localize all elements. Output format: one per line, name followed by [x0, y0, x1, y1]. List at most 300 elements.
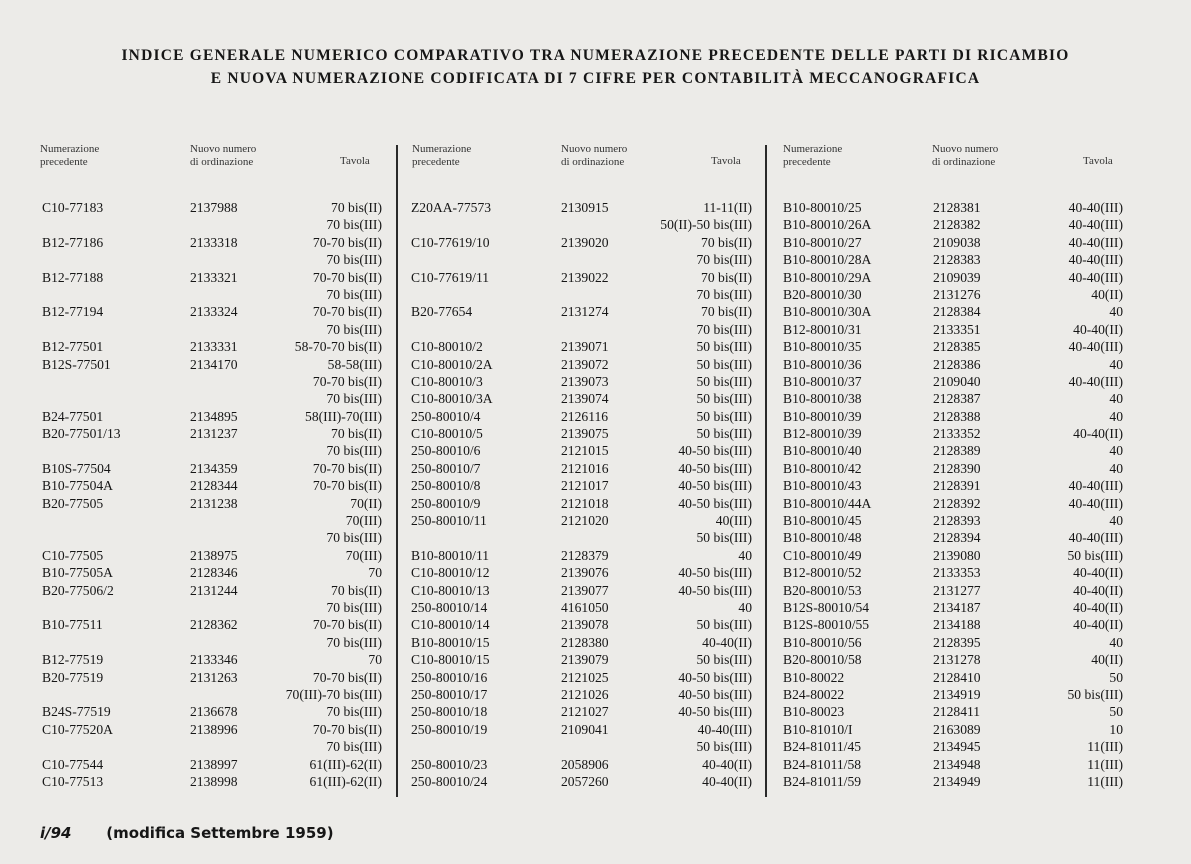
previous-number: B12-77186: [42, 234, 104, 250]
new-order-number: 2128344: [190, 478, 238, 494]
table-row: [42, 216, 382, 233]
tavola: 40: [1109, 408, 1123, 424]
new-order-number: 2139073: [561, 373, 609, 389]
new-order-number: 2128389: [933, 443, 981, 459]
previous-number: B10-80010/27: [783, 234, 862, 250]
previous-number: C10-77520A: [42, 721, 113, 737]
tavola: 70 bis(III): [326, 252, 382, 268]
new-order-number: 2128388: [933, 408, 981, 424]
table-row: [411, 251, 752, 268]
tavola: 70(III): [345, 513, 382, 529]
new-order-number: 4161050: [561, 599, 609, 615]
previous-number: B10-80010/25: [783, 200, 862, 215]
new-order-number: 2128395: [933, 634, 981, 650]
table-row: [411, 547, 752, 564]
header-new-line1: Nuovo numero: [190, 143, 257, 155]
table-row: [783, 425, 1123, 442]
tavola: 70-70 bis(II): [312, 460, 382, 476]
table-row: [42, 495, 382, 512]
table-row: [783, 495, 1123, 512]
table-row: [42, 756, 382, 773]
previous-number: B12-77519: [42, 652, 104, 668]
previous-number: C10-80010/13: [411, 582, 490, 598]
table-row: [42, 564, 382, 581]
table-row: [411, 686, 752, 703]
previous-number: B12-77194: [42, 304, 104, 320]
new-order-number: 2058906: [561, 756, 609, 772]
table-row: [783, 460, 1123, 477]
header-prev-line1: Numerazione: [40, 143, 100, 155]
new-order-number: 2134170: [190, 356, 238, 372]
new-order-number: 2128384: [933, 304, 981, 320]
previous-number: B10-81010/I: [783, 721, 853, 737]
header-new-line2: di ordinazione: [932, 155, 996, 168]
table-row: [783, 199, 1123, 216]
tavola: 61(III)-62(II): [309, 756, 382, 772]
new-order-number: 2128381: [933, 200, 981, 215]
table-row: [42, 234, 382, 251]
previous-number: C10-80010/3A: [411, 391, 493, 407]
table-row: [411, 460, 752, 477]
table-row: [783, 634, 1123, 651]
new-order-number: 2134895: [190, 408, 238, 424]
tavola: 50 bis(III): [696, 530, 752, 546]
new-order-number: 2128346: [190, 565, 238, 581]
new-order-number: 2131276: [933, 286, 981, 302]
table-row: [783, 356, 1123, 373]
table-row: [42, 634, 382, 651]
table-row: [42, 686, 382, 703]
previous-number: 250-80010/23: [411, 756, 488, 772]
tavola: 50: [1109, 669, 1123, 685]
table-row: [783, 529, 1123, 546]
tavola: 70 bis(III): [326, 443, 382, 459]
tavola: 50 bis(III): [696, 339, 752, 355]
previous-number: Z20AA-77573: [411, 200, 492, 215]
tavola: 70 bis(III): [326, 530, 382, 546]
tavola: 61(III)-62(II): [309, 773, 382, 789]
new-order-number: 2139078: [561, 617, 609, 633]
tavola: 10: [1109, 721, 1123, 737]
table-row: [783, 321, 1123, 338]
header-prev-line1: Numerazione: [783, 143, 843, 155]
tavola: 70 bis(III): [696, 286, 752, 302]
new-order-number: 2139080: [933, 547, 981, 563]
tavola: 70 bis(III): [326, 704, 382, 720]
new-order-number: 2134187: [933, 599, 981, 615]
tavola: 11-11(II): [703, 200, 752, 215]
new-order-number: 2136678: [190, 704, 238, 720]
header-prev: [783, 143, 842, 168]
table-row: [42, 477, 382, 494]
table-row: [42, 529, 382, 546]
new-order-number: 2128390: [933, 460, 981, 476]
tavola: 58-58(III): [327, 356, 382, 372]
new-order-number: 2128386: [933, 356, 981, 372]
previous-number: B24-81011/59: [783, 773, 862, 789]
table-row: [783, 303, 1123, 320]
new-order-number: 2131238: [190, 495, 238, 511]
new-order-number: 2131244: [190, 582, 238, 598]
new-order-number: 2109039: [933, 269, 981, 285]
table-row: [783, 738, 1123, 755]
previous-number: B10-80010/42: [783, 460, 862, 476]
table-row: [411, 564, 752, 581]
new-order-number: 2128380: [561, 634, 609, 650]
new-order-number: 2139075: [561, 426, 609, 442]
table-row: [42, 251, 382, 268]
table-row: [42, 408, 382, 425]
new-order-number: 2134949: [933, 773, 981, 789]
table-row: [411, 477, 752, 494]
previous-number: B12S-80010/54: [783, 599, 870, 615]
tavola: 40-40(III): [1068, 373, 1123, 389]
previous-number: 250-80010/16: [411, 669, 488, 685]
table-row: [42, 721, 382, 738]
previous-number: B10-80010/40: [783, 443, 862, 459]
new-order-number: 2133324: [190, 304, 238, 320]
table-row: [783, 442, 1123, 459]
parts-column-3: [783, 199, 1123, 790]
previous-number: B24-81011/45: [783, 739, 862, 755]
previous-number: B10-80010/35: [783, 339, 862, 355]
header-prev: [412, 143, 471, 168]
tavola: 40-50 bis(III): [678, 460, 752, 476]
previous-number: B10-80010/11: [411, 547, 490, 563]
table-row: [411, 773, 752, 790]
tavola: 40-50 bis(III): [678, 478, 752, 494]
new-order-number: 2133321: [190, 269, 238, 285]
tavola: 11(III): [1087, 773, 1123, 789]
tavola: 40-40(II): [702, 634, 752, 650]
previous-number: B24-77501: [42, 408, 104, 424]
tavola: 50 bis(III): [696, 617, 752, 633]
table-row: [411, 373, 752, 390]
previous-number: B20-77654: [411, 304, 473, 320]
table-row: [42, 616, 382, 633]
table-row: [411, 703, 752, 720]
table-row: [411, 599, 752, 616]
tavola: 11(III): [1087, 739, 1123, 755]
tavola: 40-50 bis(III): [678, 443, 752, 459]
table-row: [783, 582, 1123, 599]
tavola: 40: [1109, 443, 1123, 459]
previous-number: B20-77501/13: [42, 426, 121, 442]
new-order-number: 2109041: [561, 721, 609, 737]
new-order-number: 2133331: [190, 339, 238, 355]
new-order-number: 2133318: [190, 234, 238, 250]
new-order-number: 2134359: [190, 460, 238, 476]
tavola: 70-70 bis(II): [312, 669, 382, 685]
header-tav: Tavola: [711, 155, 741, 167]
table-row: [411, 303, 752, 320]
page-title-line-2: E NUOVA NUMERAZIONE CODIFICATA DI 7 CIFRE PER CONTABILITÀ MECCANOGRAFICA: [210, 70, 981, 87]
table-row: [411, 234, 752, 251]
revision-note: (modifica Settembre 1959): [106, 824, 334, 842]
previous-number: 250-80010/7: [411, 460, 481, 476]
table-row: [411, 582, 752, 599]
table-row: [42, 356, 382, 373]
table-row: [783, 756, 1123, 773]
previous-number: B12-80010/52: [783, 565, 862, 581]
new-order-number: 2131277: [933, 582, 981, 598]
new-order-number: 2134945: [933, 739, 981, 755]
tavola: 40-40(III): [1068, 478, 1123, 494]
tavola: 40-40(II): [1073, 426, 1123, 442]
tavola: 70 bis(III): [326, 391, 382, 407]
table-row: [411, 616, 752, 633]
table-row: [411, 321, 752, 338]
new-order-number: 2139072: [561, 356, 609, 372]
table-row: [783, 216, 1123, 233]
table-row: [783, 512, 1123, 529]
new-order-number: 2128383: [933, 252, 981, 268]
previous-number: B24-81011/58: [783, 756, 862, 772]
table-row: [783, 390, 1123, 407]
previous-number: B10-80010/48: [783, 530, 862, 546]
header-prev-line2: precedente: [783, 155, 831, 168]
tavola: 50 bis(III): [1067, 547, 1123, 563]
table-row: [411, 634, 752, 651]
previous-number: B10-80010/44A: [783, 495, 872, 511]
tavola: 40-40(III): [1068, 217, 1123, 233]
previous-number: B10-80010/39: [783, 408, 862, 424]
table-row: [783, 477, 1123, 494]
tavola: 40-40(II): [702, 756, 752, 772]
new-order-number: 2121015: [561, 443, 609, 459]
table-row: [42, 460, 382, 477]
previous-number: B20-80010/53: [783, 582, 862, 598]
table-row: [783, 773, 1123, 790]
previous-number: C10-80010/2: [411, 339, 483, 355]
tavola: 40-40(II): [1073, 321, 1123, 337]
tavola: 40-40(III): [1068, 269, 1123, 285]
table-row: [42, 269, 382, 286]
parts-column-1: [42, 199, 382, 790]
parts-column-2: [411, 199, 752, 790]
table-row: [411, 738, 752, 755]
column-divider: [396, 145, 398, 797]
tavola: 40-40(III): [1068, 495, 1123, 511]
table-row: [783, 269, 1123, 286]
table-row: [411, 286, 752, 303]
previous-number: C10-80010/14: [411, 617, 490, 633]
new-order-number: 2128391: [933, 478, 981, 494]
tavola: 70 bis(III): [326, 634, 382, 650]
new-order-number: 2130915: [561, 200, 609, 215]
table-row: [42, 582, 382, 599]
tavola: 50 bis(III): [696, 739, 752, 755]
tavola: 50 bis(III): [696, 426, 752, 442]
previous-number: C10-77619/11: [411, 269, 490, 285]
table-row: [783, 408, 1123, 425]
header-new: [190, 143, 256, 168]
tavola: 40-50 bis(III): [678, 669, 752, 685]
new-order-number: 2131278: [933, 652, 981, 668]
header-prev-line1: Numerazione: [412, 143, 472, 155]
page-footer: [40, 824, 334, 842]
new-order-number: 2163089: [933, 721, 981, 737]
tavola: 50 bis(III): [1067, 686, 1123, 702]
tavola: 70-70 bis(II): [312, 721, 382, 737]
new-order-number: 2128393: [933, 513, 981, 529]
tavola: 40-40(III): [1068, 339, 1123, 355]
tavola: 40(II): [1091, 286, 1123, 302]
table-row: [783, 669, 1123, 686]
new-order-number: 2138975: [190, 547, 238, 563]
tavola: 70(III): [345, 547, 382, 563]
tavola: 11(III): [1087, 756, 1123, 772]
table-row: [42, 599, 382, 616]
tavola: 40-40(II): [1073, 599, 1123, 615]
previous-number: B20-77505: [42, 495, 104, 511]
previous-number: B20-77506/2: [42, 582, 114, 598]
header-prev-line2: precedente: [412, 155, 460, 168]
new-order-number: 2139020: [561, 234, 609, 250]
new-order-number: 2131237: [190, 426, 238, 442]
previous-number: C10-80010/3: [411, 373, 483, 389]
tavola: 70-70 bis(II): [312, 617, 382, 633]
previous-number: C10-77505: [42, 547, 104, 563]
table-row: [783, 651, 1123, 668]
previous-number: C10-77619/10: [411, 234, 490, 250]
new-order-number: 2139076: [561, 565, 609, 581]
new-order-number: 2139022: [561, 269, 609, 285]
previous-number: B12-77501: [42, 339, 104, 355]
table-row: [42, 773, 382, 790]
tavola: 70: [368, 565, 382, 581]
previous-number: C10-80010/12: [411, 565, 490, 581]
tavola: 70-70 bis(II): [312, 234, 382, 250]
previous-number: B10-80010/15: [411, 634, 490, 650]
header-new: [932, 143, 998, 168]
table-row: [42, 703, 382, 720]
table-row: [42, 425, 382, 442]
previous-number: 250-80010/4: [411, 408, 481, 424]
header-tav: Tavola: [1083, 155, 1113, 167]
table-row: [411, 529, 752, 546]
previous-number: B10-80010/56: [783, 634, 862, 650]
table-row: [411, 269, 752, 286]
new-order-number: 2128394: [933, 530, 981, 546]
previous-number: B10-80010/36: [783, 356, 862, 372]
previous-number: C10-77513: [42, 773, 104, 789]
new-order-number: 2121018: [561, 495, 609, 511]
tavola: 70 bis(II): [701, 269, 752, 285]
tavola: 70-70 bis(II): [312, 373, 382, 389]
new-order-number: 2121025: [561, 669, 609, 685]
previous-number: B10-77504A: [42, 478, 113, 494]
tavola: 40-50 bis(III): [678, 686, 752, 702]
table-row: [411, 721, 752, 738]
new-order-number: 2138998: [190, 773, 238, 789]
previous-number: B10-80010/38: [783, 391, 862, 407]
tavola: 40(III): [715, 513, 752, 529]
previous-number: C10-80010/49: [783, 547, 862, 563]
previous-number: B10-80010/43: [783, 478, 862, 494]
new-order-number: 2128382: [933, 217, 981, 233]
previous-number: B12-77188: [42, 269, 104, 285]
previous-number: B10S-77504: [42, 460, 111, 476]
previous-number: C10-77183: [42, 200, 104, 215]
previous-number: B20-80010/58: [783, 652, 862, 668]
tavola: 50 bis(III): [696, 391, 752, 407]
header-tav: Tavola: [340, 155, 370, 167]
tavola: 40: [738, 547, 752, 563]
tavola: 40-40(III): [697, 721, 752, 737]
header-prev-line2: precedente: [40, 155, 88, 168]
previous-number: B10-80010/29A: [783, 269, 872, 285]
tavola: 70 bis(II): [701, 304, 752, 320]
tavola: 40: [1109, 356, 1123, 372]
table-row: [411, 669, 752, 686]
table-row: [783, 686, 1123, 703]
tavola: 70 bis(II): [331, 200, 382, 215]
previous-number: B10-80023: [783, 704, 845, 720]
tavola: 40-40(III): [1068, 200, 1123, 215]
tavola: 40-50 bis(III): [678, 495, 752, 511]
tavola: 70 bis(III): [696, 252, 752, 268]
tavola: 40-40(III): [1068, 530, 1123, 546]
tavola: 70 bis(III): [326, 217, 382, 233]
tavola: 70: [368, 652, 382, 668]
tavola: 40: [1109, 391, 1123, 407]
table-row: [411, 651, 752, 668]
table-row: [411, 756, 752, 773]
table-row: [42, 373, 382, 390]
tavola: 40: [738, 599, 752, 615]
previous-number: 250-80010/11: [411, 513, 487, 529]
tavola: 40-50 bis(III): [678, 704, 752, 720]
tavola: 40-40(II): [1073, 565, 1123, 581]
page-title-line-1: INDICE GENERALE NUMERICO COMPARATIVO TRA NUMERAZIONE PRECEDENTE DELLE PARTI DI RICAMBIO: [121, 47, 1070, 64]
new-order-number: 2109038: [933, 234, 981, 250]
header-new-line2: di ordinazione: [561, 155, 625, 168]
tavola: 70 bis(III): [326, 286, 382, 302]
tavola: 50 bis(III): [696, 652, 752, 668]
table-row: [42, 442, 382, 459]
new-order-number: 2128387: [933, 391, 981, 407]
new-order-number: 2134188: [933, 617, 981, 633]
new-order-number: 2121016: [561, 460, 609, 476]
previous-number: B10-77505A: [42, 565, 113, 581]
new-order-number: 2133346: [190, 652, 238, 668]
table-row: [783, 547, 1123, 564]
header-new-line1: Nuovo numero: [561, 143, 628, 155]
new-order-number: 2133353: [933, 565, 981, 581]
tavola: 70 bis(III): [326, 321, 382, 337]
new-order-number: 2139071: [561, 339, 609, 355]
table-row: [411, 356, 752, 373]
table-row: [783, 338, 1123, 355]
new-order-number: 2121017: [561, 478, 609, 494]
tavola: 58(III)-70(III): [305, 408, 382, 424]
previous-number: C10-80010/5: [411, 426, 483, 442]
header-new-line2: di ordinazione: [190, 155, 254, 168]
previous-number: 250-80010/24: [411, 773, 488, 789]
table-row: [411, 425, 752, 442]
table-row: [42, 286, 382, 303]
table-row: [42, 669, 382, 686]
previous-number: 250-80010/9: [411, 495, 481, 511]
tavola: 40-50 bis(III): [678, 582, 752, 598]
previous-number: 250-80010/18: [411, 704, 488, 720]
table-row: [42, 338, 382, 355]
previous-number: C10-77544: [42, 756, 104, 772]
new-order-number: 2121027: [561, 704, 609, 720]
table-row: [411, 512, 752, 529]
table-row: [411, 338, 752, 355]
